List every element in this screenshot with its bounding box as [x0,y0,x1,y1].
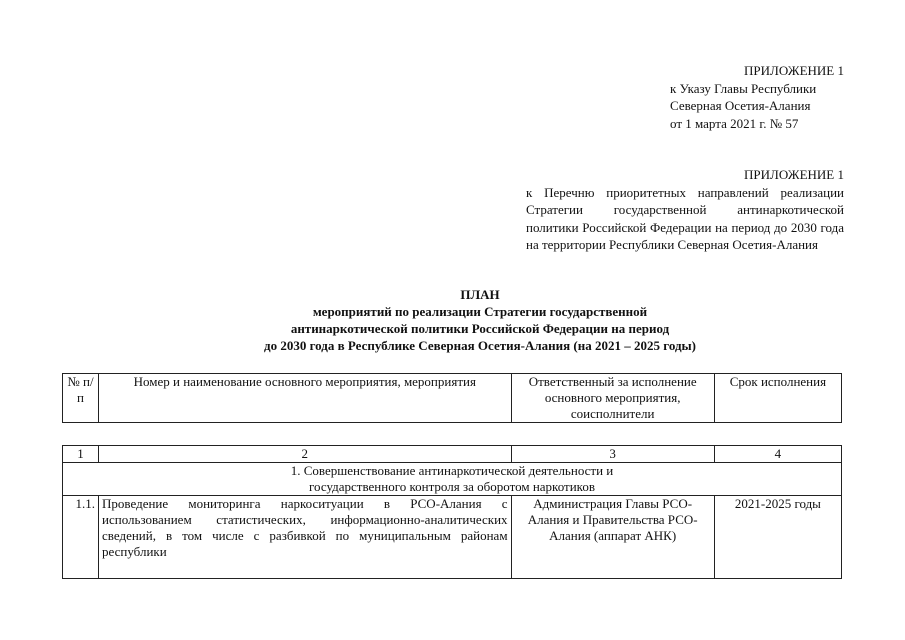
plan-table [62,445,842,579]
plan-heading [80,286,880,354]
header-responsible: Ответственный за исполнение основного мероприятия, соисполнители [511,374,714,423]
section-title: 1. Совершенствование антинаркотической деятельности и государственного контроля за оборотом наркотиков [63,463,842,496]
row-term: 2021-2025 годы [714,496,841,579]
column-number-2: 2 [99,446,512,463]
appendix-decree-line-2: Северная Осетия-Алания [670,98,811,113]
plan-title: ПЛАН [460,287,500,302]
header-activity-name: Номер и наименование основного мероприятия, мероприятия [99,374,512,423]
header-number: № п/п [63,374,99,423]
appendix-list-block [526,166,844,254]
column-number-3: 3 [511,446,714,463]
plan-subtitle-line-1: мероприятий по реализации Стратегии государственной [312,304,648,319]
plan-subtitle-line-2: антинаркотической политики Российской Федерации на период [290,321,670,336]
plan-table-header [62,373,842,423]
column-number-1: 1 [63,446,99,463]
header-row [63,374,842,423]
header-term: Срок исполнения [714,374,841,423]
appendix-decree-line-3: от 1 марта 2021 г. № 57 [670,115,799,131]
row-number: 1.1. [63,496,99,579]
column-number-row [63,446,842,463]
appendix-decree-line-1: к Указу Главы Республики [670,80,817,96]
appendix-decree-title: ПРИЛОЖЕНИЕ 1 [744,63,844,78]
plan-subtitle-line-3: до 2030 года в Республике Северная Осетия-Алания (на 2021 – 2025 годы) [264,338,696,353]
table-row [63,496,842,579]
section-row [63,463,842,496]
column-number-4: 4 [714,446,841,463]
row-activity-name: Проведение мониторинга наркоситуации в РСО-Алания с использованием статистических, информационно-аналитических сведений, в том числе с разбивкой по муниципальным районам республики [99,496,512,579]
appendix-decree-block [670,62,850,132]
row-responsible: Администрация Главы РСО-Алания и Правительства РСО-Алания (аппарат АНК) [511,496,714,579]
appendix-list-title: ПРИЛОЖЕНИЕ 1 [744,167,844,182]
appendix-list-text: к Перечню приоритетных направлений реализации Стратегии государственной антинаркотической политики Российской Федерации на период до 2030 года на территории Республики Северная Осетия-Алания [526,184,844,252]
